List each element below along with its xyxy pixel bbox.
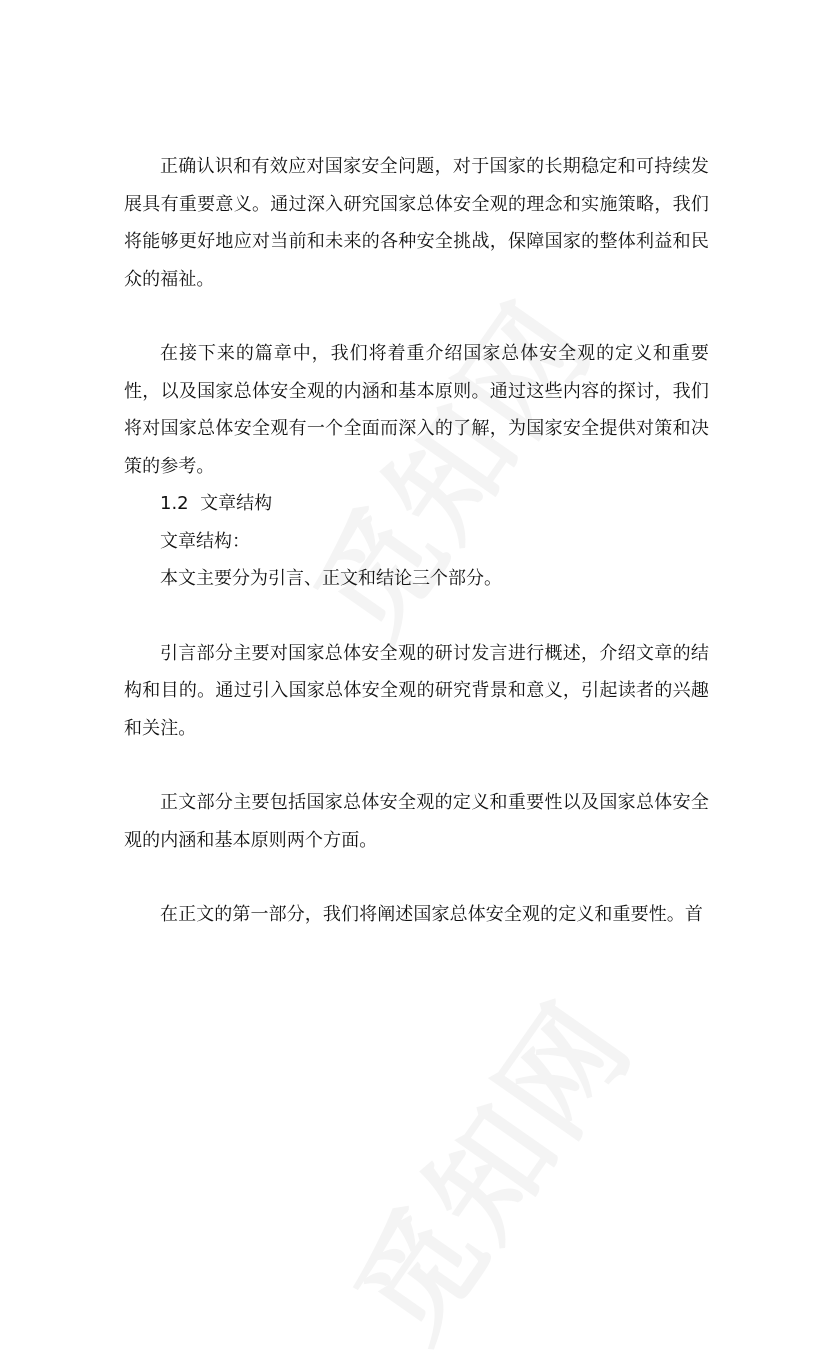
paragraph-upcoming-chapters: 在接下来的篇章中，我们将着重介绍国家总体安全观的定义和重要性，以及国家总体安全观的内涵和基本原则。通过这些内容的探讨，我们将对国家总体安全观有一个全面而深入的了解，为国家安全提供对策和决策的参考。 <box>124 343 709 477</box>
paragraph-main-body-part: 正文部分主要包括国家总体安全观的定义和重要性以及国家总体安全观的内涵和基本原则两个方面。 <box>124 792 709 851</box>
document-body <box>124 148 709 934</box>
section-heading: 1.2 文章结构 <box>160 493 273 514</box>
structure-label: 文章结构： <box>160 530 250 552</box>
structure-intro: 本文主要分为引言、正文和结论三个部分。 <box>160 568 502 589</box>
watermark <box>309 964 663 1367</box>
paragraph-significance: 正确认识和有效应对国家安全问题，对于国家的长期稳定和可持续发展具有重要意义。通过深入研究国家总体安全观的理念和实施策略，我们将能够更好地应对当前和未来的各种安全挑战，保障国家的整体利益和民众的福祉。 <box>124 156 709 290</box>
paragraph-first-section: 在正文的第一部分，我们将阐述国家总体安全观的定义和重要性。首 <box>160 904 703 925</box>
paragraph-introduction-part: 引言部分主要对国家总体安全观的研讨发言进行概述，介绍文章的结构和目的。通过引入国家总体安全观的研究背景和意义，引起读者的兴趣和关注。 <box>124 642 709 739</box>
